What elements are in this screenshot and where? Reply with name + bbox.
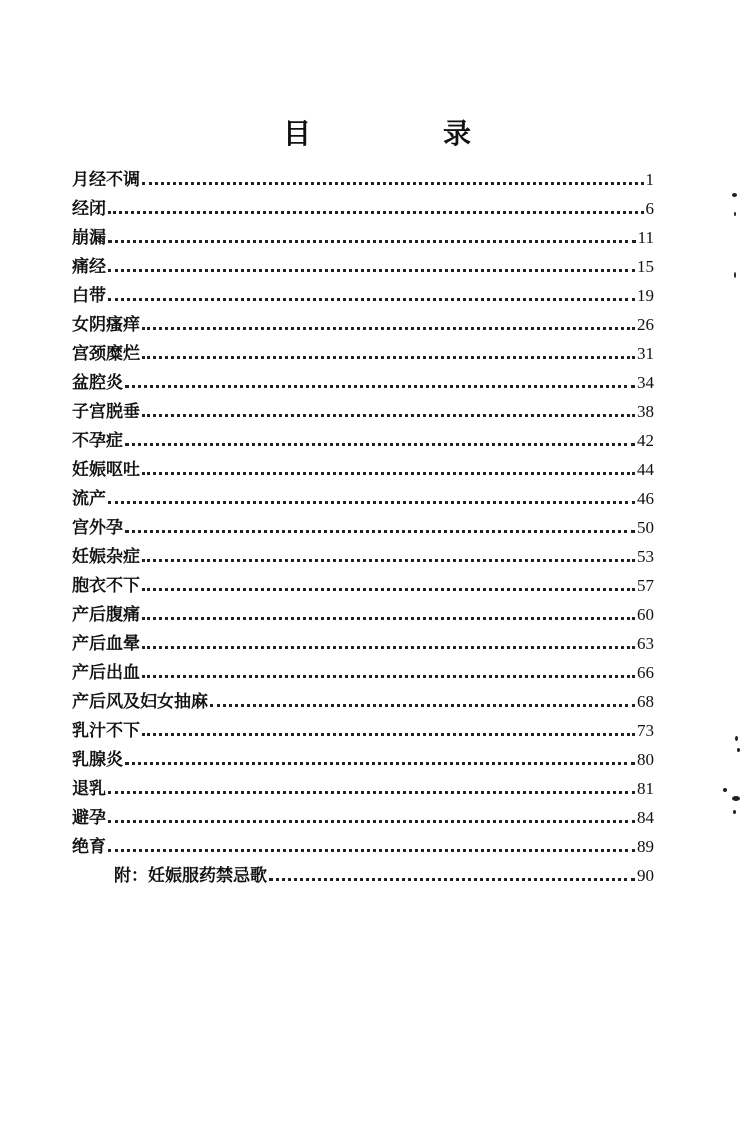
- toc-entry-page: 26: [637, 315, 654, 334]
- toc-entry[interactable]: [72, 661, 654, 690]
- toc-appendix-label: 附：妊娠服药禁忌歌: [114, 866, 267, 886]
- dot-leader: [269, 878, 635, 881]
- scan-speck: [734, 272, 736, 278]
- toc-entry-label: 乳腺炎: [72, 750, 123, 770]
- toc-entry[interactable]: [72, 400, 654, 429]
- toc-entry-page: 60: [637, 605, 654, 624]
- toc-entry-page: 38: [637, 402, 654, 421]
- scan-speck: [735, 736, 738, 741]
- dot-leader: [142, 646, 635, 649]
- toc-entry-label: 宫颈糜烂: [72, 344, 140, 364]
- dot-leader: [142, 675, 635, 678]
- toc-entry[interactable]: [72, 835, 654, 864]
- toc-entry-label: 宫外孕: [72, 518, 123, 538]
- toc-entry-page: 50: [637, 518, 654, 537]
- toc-entry-label: 绝育: [72, 837, 106, 857]
- dot-leader: [125, 385, 635, 388]
- toc-entry[interactable]: [72, 574, 654, 603]
- toc-entry-page: 46: [637, 489, 654, 508]
- toc-entry-page: 84: [637, 808, 654, 827]
- toc-entry[interactable]: [72, 342, 654, 371]
- toc-entry-page: 6: [645, 199, 654, 218]
- dot-leader: [210, 704, 635, 707]
- toc-entry[interactable]: [72, 545, 654, 574]
- dot-leader: [125, 762, 635, 765]
- dot-leader: [142, 327, 635, 330]
- toc-entry-page: 42: [637, 431, 654, 450]
- toc-entry-page: 15: [637, 257, 654, 276]
- dot-leader: [108, 298, 635, 301]
- dot-leader: [142, 356, 635, 359]
- scan-speck: [732, 193, 737, 197]
- toc-entry-page: 11: [637, 228, 654, 247]
- toc-entry[interactable]: [72, 632, 654, 661]
- toc-entry-page: 19: [637, 286, 654, 305]
- toc-entry-page: 53: [637, 547, 654, 566]
- toc-entry[interactable]: [72, 516, 654, 545]
- toc-entry[interactable]: [72, 806, 654, 835]
- toc-entry-page: 81: [637, 779, 654, 798]
- toc-entry-page: 44: [637, 460, 654, 479]
- table-of-contents: [72, 168, 654, 893]
- toc-entry-label: 盆腔炎: [72, 373, 123, 393]
- toc-entry-page: 1: [645, 170, 654, 189]
- toc-entry[interactable]: [72, 719, 654, 748]
- toc-entry-label: 妊娠呕吐: [72, 460, 140, 480]
- toc-entry[interactable]: [72, 313, 654, 342]
- toc-entry-label: 痛经: [72, 257, 106, 277]
- toc-entry-label: 白带: [72, 286, 106, 306]
- dot-leader: [142, 182, 644, 185]
- toc-entry-page: 66: [637, 663, 654, 682]
- scan-speck: [732, 796, 740, 801]
- dot-leader: [125, 443, 635, 446]
- dot-leader: [108, 240, 636, 243]
- toc-entry[interactable]: [72, 284, 654, 313]
- toc-entry-label: 经闭: [72, 199, 106, 219]
- toc-entry-label: 子宫脱垂: [72, 402, 140, 422]
- toc-entry-label: 乳汁不下: [72, 721, 140, 741]
- toc-entry-label: 胞衣不下: [72, 576, 140, 596]
- toc-entry[interactable]: [72, 197, 654, 226]
- toc-entry-label: 产后腹痛: [72, 605, 140, 625]
- toc-entry-label: 产后风及妇女抽麻: [72, 692, 208, 712]
- toc-entry-page: 80: [637, 750, 654, 769]
- scan-speck: [723, 788, 727, 792]
- toc-entry-page: 68: [637, 692, 654, 711]
- toc-appendix-page: 90: [637, 866, 654, 885]
- toc-entry-page: 34: [637, 373, 654, 392]
- toc-entry[interactable]: [72, 690, 654, 719]
- dot-leader: [108, 269, 635, 272]
- dot-leader: [142, 617, 635, 620]
- toc-entry-page: 31: [637, 344, 654, 363]
- toc-appendix-entry[interactable]: [72, 864, 654, 893]
- toc-entry[interactable]: [72, 168, 654, 197]
- toc-entry[interactable]: [72, 748, 654, 777]
- toc-entry-label: 产后出血: [72, 663, 140, 683]
- toc-entry[interactable]: [72, 255, 654, 284]
- toc-entry[interactable]: [72, 777, 654, 806]
- scan-speck: [733, 810, 736, 814]
- toc-entry-page: 63: [637, 634, 654, 653]
- dot-leader: [142, 588, 635, 591]
- dot-leader: [108, 820, 635, 823]
- dot-leader: [142, 733, 635, 736]
- toc-entry[interactable]: [72, 371, 654, 400]
- toc-entry-label: 退乳: [72, 779, 106, 799]
- dot-leader: [125, 530, 635, 533]
- toc-entry-label: 不孕症: [72, 431, 123, 451]
- dot-leader: [142, 559, 635, 562]
- toc-entry-label: 妊娠杂症: [72, 547, 140, 567]
- scan-speck: [737, 748, 740, 752]
- toc-entry[interactable]: [72, 226, 654, 255]
- toc-entry[interactable]: [72, 487, 654, 516]
- toc-entry-page: 73: [637, 721, 654, 740]
- toc-entry-label: 避孕: [72, 808, 106, 828]
- toc-entry-page: 89: [637, 837, 654, 856]
- toc-entry-label: 月经不调: [72, 170, 140, 190]
- dot-leader: [142, 472, 635, 475]
- toc-entry[interactable]: [72, 429, 654, 458]
- toc-entry-label: 产后血晕: [72, 634, 140, 654]
- toc-entry[interactable]: [72, 458, 654, 487]
- scan-speck: [734, 212, 736, 216]
- dot-leader: [142, 414, 635, 417]
- toc-entry-label: 流产: [72, 489, 106, 509]
- toc-entry-label: 崩漏: [72, 228, 106, 248]
- toc-entry-label: 女阴瘙痒: [72, 315, 140, 335]
- dot-leader: [108, 211, 644, 214]
- dot-leader: [108, 501, 635, 504]
- toc-entry-page: 57: [637, 576, 654, 595]
- toc-entry[interactable]: [72, 603, 654, 632]
- dot-leader: [108, 849, 635, 852]
- page-title: 目 录: [282, 117, 523, 150]
- dot-leader: [108, 791, 635, 794]
